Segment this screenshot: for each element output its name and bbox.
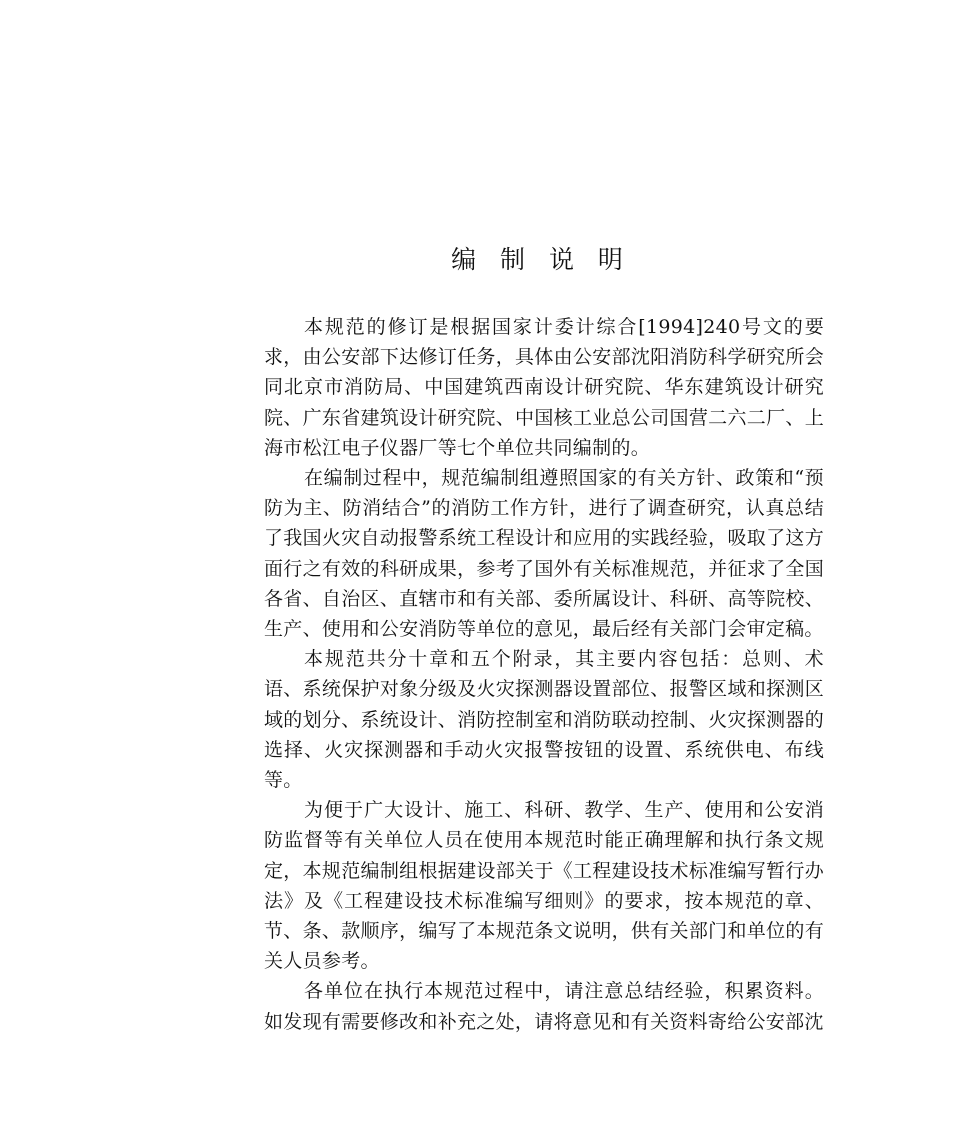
paragraph-3: 本规范共分十章和五个附录，其主要内容包括：总则、术语、系统保护对象分级及火灾探测器设置部位、报警区域和探测区域的划分、系统设计、消防控制室和消防联动控制、火灾探测器的选择、火灾探测器和手动火灾报警按钮的设置、系统供电、布线等。: [264, 648, 824, 792]
document-body: [264, 312, 824, 1037]
page-title: 编 制 说 明: [451, 245, 631, 274]
paragraph-2: 在编制过程中，规范编制组遵照国家的有关方针、政策和“预防为主、防消结合”的消防工作方针，进行了调查研究，认真总结了我国火灾自动报警系统工程设计和应用的实践经验，吸取了这方面行之有效的科研成果，参考了国外有关标准规范，并征求了全国各省、自治区、直辖市和有关部、委所属设计、科研、高等院校、生产、使用和公安消防等单位的意见，最后经有关部门会审定稿。: [264, 467, 824, 641]
paragraph-4: 为便于广大设计、施工、科研、教学、生产、使用和公安消防监督等有关单位人员在使用本规范时能正确理解和执行条文规定，本规范编制组根据建设部关于《工程建设技术标准编写暂行办法》及《工程建设技术标准编写细则》的要求，按本规范的章、节、条、款顺序，编写了本规范条文说明，供有关部门和单位的有关人员参考。: [264, 799, 824, 973]
paragraph-1: 本规范的修订是根据国家计委计综合[1994]240号文的要求，由公安部下达修订任务，具体由公安部沈阳消防科学研究所会同北京市消防局、中国建筑西南设计研究院、华东建筑设计研究院、广东省建筑设计研究院、中国核工业总公司国营二六二厂、上海市松江电子仪器厂等七个单位共同编制的。: [264, 316, 824, 459]
paragraph-5: 各单位在执行本规范过程中，请注意总结经验，积累资料。如发现有需要修改和补充之处，请将意见和有关资料寄给公安部沈: [264, 980, 824, 1033]
